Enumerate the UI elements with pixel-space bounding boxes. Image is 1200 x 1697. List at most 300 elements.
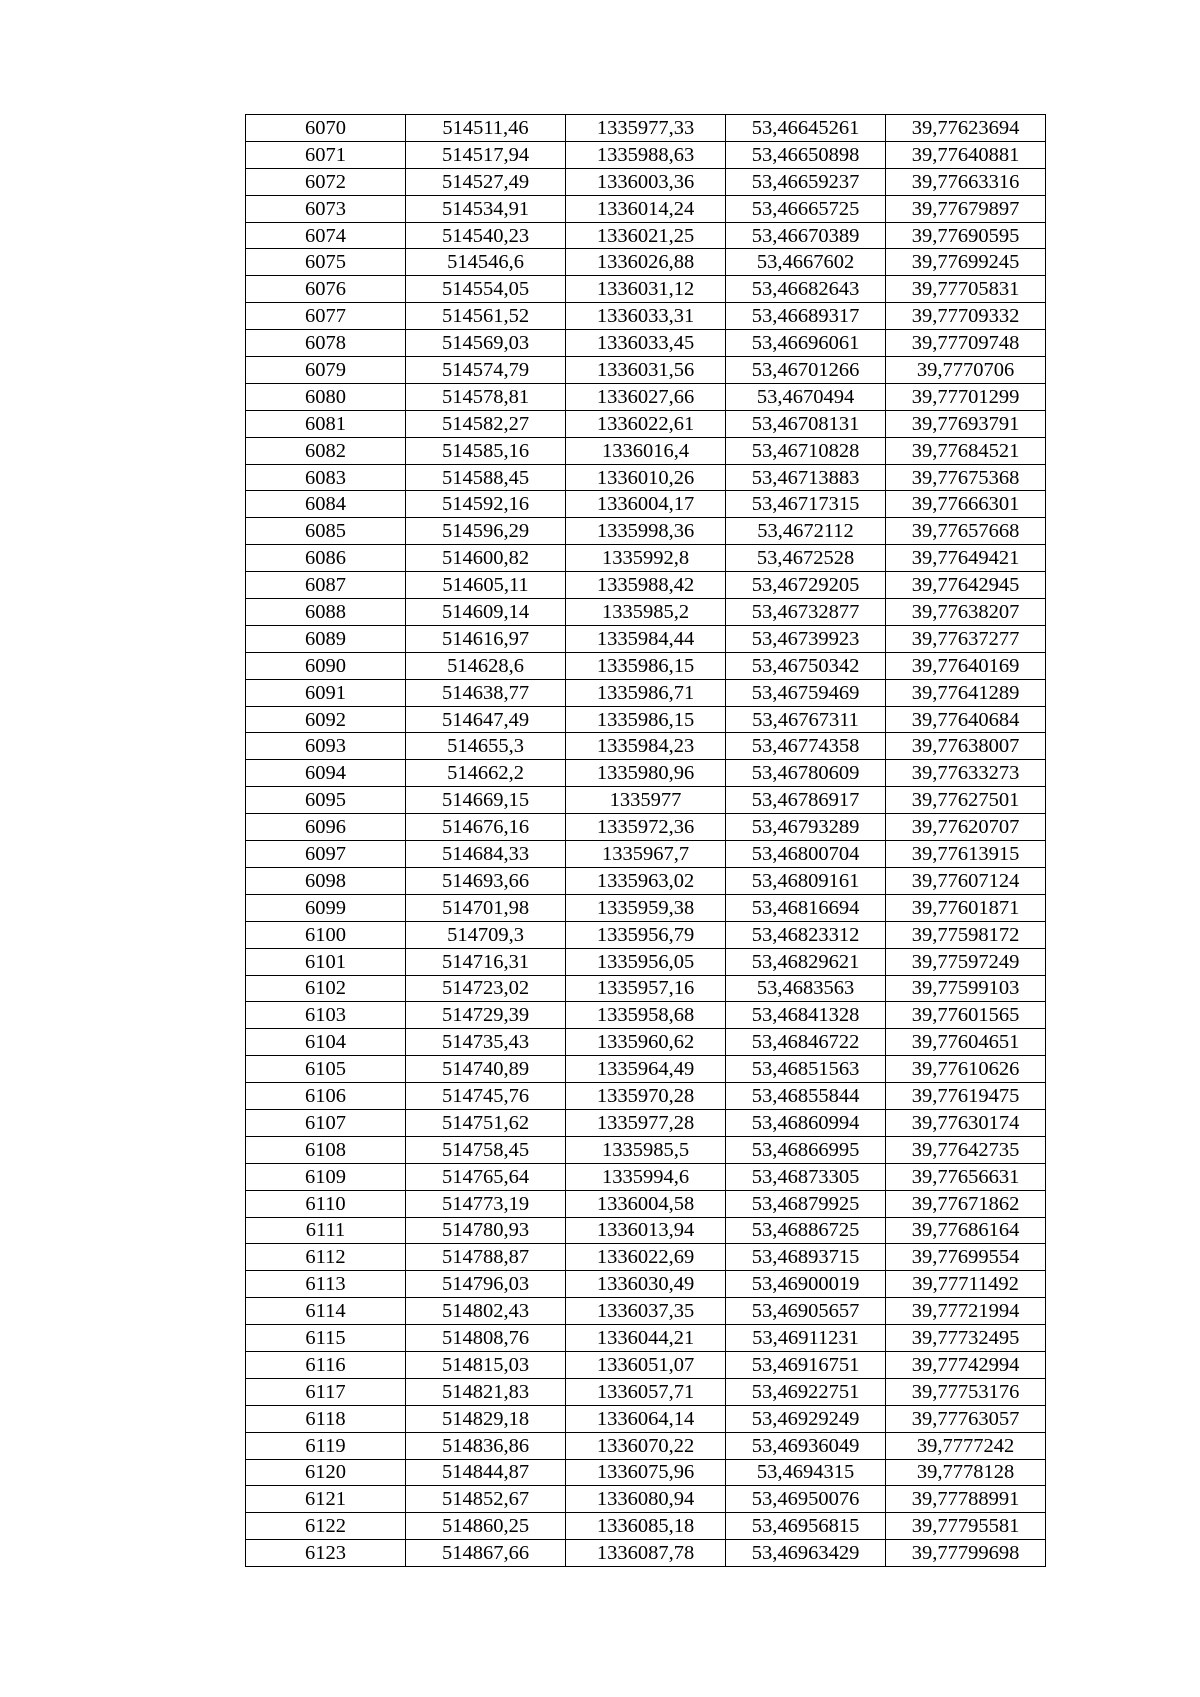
y-coordinate-cell: 1335998,36: [566, 518, 726, 545]
table-row: [246, 894, 1046, 921]
point-number-cell: 6088: [246, 599, 406, 626]
y-coordinate-cell: 1336033,45: [566, 330, 726, 357]
y-coordinate-cell: 1336003,36: [566, 168, 726, 195]
table-row: [246, 948, 1046, 975]
latitude-cell: 53,46846722: [726, 1029, 886, 1056]
x-coordinate-cell: 514723,02: [406, 975, 566, 1002]
table-row: [246, 867, 1046, 894]
point-number-cell: 6107: [246, 1109, 406, 1136]
longitude-cell: 39,77630174: [886, 1109, 1046, 1136]
point-number-cell: 6108: [246, 1136, 406, 1163]
table-row: [246, 599, 1046, 626]
x-coordinate-cell: 514729,39: [406, 1002, 566, 1029]
latitude-cell: 53,4670494: [726, 383, 886, 410]
table-row: [246, 195, 1046, 222]
x-coordinate-cell: 514578,81: [406, 383, 566, 410]
x-coordinate-cell: 514588,45: [406, 464, 566, 491]
point-number-cell: 6071: [246, 141, 406, 168]
longitude-cell: 39,77693791: [886, 410, 1046, 437]
table-row: [246, 222, 1046, 249]
table-row: [246, 1029, 1046, 1056]
longitude-cell: 39,77601565: [886, 1002, 1046, 1029]
longitude-cell: 39,77701299: [886, 383, 1046, 410]
longitude-cell: 39,7778128: [886, 1459, 1046, 1486]
y-coordinate-cell: 1336087,78: [566, 1540, 726, 1567]
point-number-cell: 6086: [246, 545, 406, 572]
x-coordinate-cell: 514655,3: [406, 733, 566, 760]
point-number-cell: 6073: [246, 195, 406, 222]
longitude-cell: 39,77599103: [886, 975, 1046, 1002]
latitude-cell: 53,46732877: [726, 599, 886, 626]
point-number-cell: 6083: [246, 464, 406, 491]
y-coordinate-cell: 1335986,71: [566, 679, 726, 706]
latitude-cell: 53,46851563: [726, 1056, 886, 1083]
table-row: [246, 276, 1046, 303]
point-number-cell: 6078: [246, 330, 406, 357]
x-coordinate-cell: 514605,11: [406, 572, 566, 599]
table-row: [246, 1002, 1046, 1029]
x-coordinate-cell: 514546,6: [406, 249, 566, 276]
y-coordinate-cell: 1335964,49: [566, 1056, 726, 1083]
table-row: [246, 518, 1046, 545]
y-coordinate-cell: 1335963,02: [566, 867, 726, 894]
table-row: [246, 1351, 1046, 1378]
y-coordinate-cell: 1335986,15: [566, 652, 726, 679]
table-row: [246, 1540, 1046, 1567]
latitude-cell: 53,46717315: [726, 491, 886, 518]
longitude-cell: 39,77604651: [886, 1029, 1046, 1056]
longitude-cell: 39,77686164: [886, 1217, 1046, 1244]
x-coordinate-cell: 514596,29: [406, 518, 566, 545]
table-row: [246, 679, 1046, 706]
latitude-cell: 53,46916751: [726, 1351, 886, 1378]
latitude-cell: 53,4667602: [726, 249, 886, 276]
table-row: [246, 1405, 1046, 1432]
latitude-cell: 53,46710828: [726, 437, 886, 464]
point-number-cell: 6091: [246, 679, 406, 706]
point-number-cell: 6121: [246, 1486, 406, 1513]
table-row: [246, 572, 1046, 599]
table-row: [246, 706, 1046, 733]
x-coordinate-cell: 514534,91: [406, 195, 566, 222]
latitude-cell: 53,46936049: [726, 1432, 886, 1459]
table-row: [246, 1244, 1046, 1271]
longitude-cell: 39,77640169: [886, 652, 1046, 679]
table-row: [246, 115, 1046, 142]
latitude-cell: 53,46701266: [726, 357, 886, 384]
latitude-cell: 53,46800704: [726, 841, 886, 868]
point-number-cell: 6075: [246, 249, 406, 276]
x-coordinate-cell: 514569,03: [406, 330, 566, 357]
latitude-cell: 53,46708131: [726, 410, 886, 437]
longitude-cell: 39,77601871: [886, 894, 1046, 921]
y-coordinate-cell: 1335986,15: [566, 706, 726, 733]
x-coordinate-cell: 514600,82: [406, 545, 566, 572]
x-coordinate-cell: 514802,43: [406, 1298, 566, 1325]
y-coordinate-cell: 1336013,94: [566, 1217, 726, 1244]
longitude-cell: 39,77657668: [886, 518, 1046, 545]
point-number-cell: 6079: [246, 357, 406, 384]
y-coordinate-cell: 1335967,7: [566, 841, 726, 868]
x-coordinate-cell: 514511,46: [406, 115, 566, 142]
table-row: [246, 1190, 1046, 1217]
point-number-cell: 6119: [246, 1432, 406, 1459]
y-coordinate-cell: 1336057,71: [566, 1378, 726, 1405]
table-row: [246, 733, 1046, 760]
y-coordinate-cell: 1335972,36: [566, 814, 726, 841]
latitude-cell: 53,46786917: [726, 787, 886, 814]
x-coordinate-cell: 514585,16: [406, 437, 566, 464]
y-coordinate-cell: 1336021,25: [566, 222, 726, 249]
latitude-cell: 53,46670389: [726, 222, 886, 249]
x-coordinate-cell: 514669,15: [406, 787, 566, 814]
table-row: [246, 760, 1046, 787]
latitude-cell: 53,46689317: [726, 303, 886, 330]
point-number-cell: 6070: [246, 115, 406, 142]
table-row: [246, 841, 1046, 868]
table-row: [246, 625, 1046, 652]
x-coordinate-cell: 514592,16: [406, 491, 566, 518]
latitude-cell: 53,46829621: [726, 948, 886, 975]
y-coordinate-cell: 1336027,66: [566, 383, 726, 410]
point-number-cell: 6076: [246, 276, 406, 303]
y-coordinate-cell: 1335959,38: [566, 894, 726, 921]
latitude-cell: 53,46893715: [726, 1244, 886, 1271]
x-coordinate-cell: 514540,23: [406, 222, 566, 249]
latitude-cell: 53,46816694: [726, 894, 886, 921]
latitude-cell: 53,46774358: [726, 733, 886, 760]
x-coordinate-cell: 514647,49: [406, 706, 566, 733]
x-coordinate-cell: 514735,43: [406, 1029, 566, 1056]
longitude-cell: 39,77663316: [886, 168, 1046, 195]
x-coordinate-cell: 514582,27: [406, 410, 566, 437]
longitude-cell: 39,77610626: [886, 1056, 1046, 1083]
point-number-cell: 6092: [246, 706, 406, 733]
longitude-cell: 39,77699554: [886, 1244, 1046, 1271]
latitude-cell: 53,46956815: [726, 1513, 886, 1540]
latitude-cell: 53,46659237: [726, 168, 886, 195]
longitude-cell: 39,77699245: [886, 249, 1046, 276]
y-coordinate-cell: 1336080,94: [566, 1486, 726, 1513]
table-row: [246, 491, 1046, 518]
latitude-cell: 53,46780609: [726, 760, 886, 787]
y-coordinate-cell: 1336004,17: [566, 491, 726, 518]
point-number-cell: 6116: [246, 1351, 406, 1378]
x-coordinate-cell: 514701,98: [406, 894, 566, 921]
latitude-cell: 53,46841328: [726, 1002, 886, 1029]
y-coordinate-cell: 1336016,4: [566, 437, 726, 464]
x-coordinate-cell: 514844,87: [406, 1459, 566, 1486]
x-coordinate-cell: 514616,97: [406, 625, 566, 652]
y-coordinate-cell: 1336070,22: [566, 1432, 726, 1459]
x-coordinate-cell: 514829,18: [406, 1405, 566, 1432]
longitude-cell: 39,77721994: [886, 1298, 1046, 1325]
latitude-cell: 53,4694315: [726, 1459, 886, 1486]
y-coordinate-cell: 1335985,2: [566, 599, 726, 626]
table-row: [246, 787, 1046, 814]
point-number-cell: 6089: [246, 625, 406, 652]
y-coordinate-cell: 1335960,62: [566, 1029, 726, 1056]
table-row: [246, 652, 1046, 679]
longitude-cell: 39,77671862: [886, 1190, 1046, 1217]
point-number-cell: 6118: [246, 1405, 406, 1432]
table-row: [246, 464, 1046, 491]
latitude-cell: 53,4672528: [726, 545, 886, 572]
latitude-cell: 53,46645261: [726, 115, 886, 142]
table-row: [246, 1136, 1046, 1163]
point-number-cell: 6104: [246, 1029, 406, 1056]
table-row: [246, 141, 1046, 168]
x-coordinate-cell: 514676,16: [406, 814, 566, 841]
longitude-cell: 39,77641289: [886, 679, 1046, 706]
table-row: [246, 1163, 1046, 1190]
longitude-cell: 39,77788991: [886, 1486, 1046, 1513]
longitude-cell: 39,77619475: [886, 1083, 1046, 1110]
y-coordinate-cell: 1336030,49: [566, 1271, 726, 1298]
longitude-cell: 39,77763057: [886, 1405, 1046, 1432]
longitude-cell: 39,77637277: [886, 625, 1046, 652]
longitude-cell: 39,7770706: [886, 357, 1046, 384]
point-number-cell: 6098: [246, 867, 406, 894]
point-number-cell: 6114: [246, 1298, 406, 1325]
table-row: [246, 249, 1046, 276]
point-number-cell: 6096: [246, 814, 406, 841]
latitude-cell: 53,46905657: [726, 1298, 886, 1325]
y-coordinate-cell: 1335977,28: [566, 1109, 726, 1136]
longitude-cell: 39,77753176: [886, 1378, 1046, 1405]
point-number-cell: 6090: [246, 652, 406, 679]
table-row: [246, 1109, 1046, 1136]
x-coordinate-cell: 514815,03: [406, 1351, 566, 1378]
point-number-cell: 6087: [246, 572, 406, 599]
latitude-cell: 53,46900019: [726, 1271, 886, 1298]
y-coordinate-cell: 1336004,58: [566, 1190, 726, 1217]
longitude-cell: 39,77684521: [886, 437, 1046, 464]
longitude-cell: 39,77613915: [886, 841, 1046, 868]
table-row: [246, 1513, 1046, 1540]
point-number-cell: 6106: [246, 1083, 406, 1110]
x-coordinate-cell: 514638,77: [406, 679, 566, 706]
y-coordinate-cell: 1336037,35: [566, 1298, 726, 1325]
longitude-cell: 39,77620707: [886, 814, 1046, 841]
table-row: [246, 1459, 1046, 1486]
y-coordinate-cell: 1336014,24: [566, 195, 726, 222]
x-coordinate-cell: 514751,62: [406, 1109, 566, 1136]
latitude-cell: 53,4672112: [726, 518, 886, 545]
latitude-cell: 53,46713883: [726, 464, 886, 491]
longitude-cell: 39,77705831: [886, 276, 1046, 303]
x-coordinate-cell: 514780,93: [406, 1217, 566, 1244]
latitude-cell: 53,46855844: [726, 1083, 886, 1110]
y-coordinate-cell: 1335994,6: [566, 1163, 726, 1190]
x-coordinate-cell: 514693,66: [406, 867, 566, 894]
y-coordinate-cell: 1336010,26: [566, 464, 726, 491]
longitude-cell: 39,77679897: [886, 195, 1046, 222]
point-number-cell: 6105: [246, 1056, 406, 1083]
x-coordinate-cell: 514796,03: [406, 1271, 566, 1298]
y-coordinate-cell: 1336075,96: [566, 1459, 726, 1486]
y-coordinate-cell: 1336022,61: [566, 410, 726, 437]
longitude-cell: 39,77711492: [886, 1271, 1046, 1298]
x-coordinate-cell: 514561,52: [406, 303, 566, 330]
y-coordinate-cell: 1335984,44: [566, 625, 726, 652]
x-coordinate-cell: 514836,86: [406, 1432, 566, 1459]
longitude-cell: 39,77598172: [886, 921, 1046, 948]
longitude-cell: 39,77638207: [886, 599, 1046, 626]
table-row: [246, 975, 1046, 1002]
latitude-cell: 53,46866995: [726, 1136, 886, 1163]
y-coordinate-cell: 1336085,18: [566, 1513, 726, 1540]
latitude-cell: 53,46767311: [726, 706, 886, 733]
y-coordinate-cell: 1335992,8: [566, 545, 726, 572]
table-row: [246, 410, 1046, 437]
latitude-cell: 53,46823312: [726, 921, 886, 948]
table-row: [246, 814, 1046, 841]
y-coordinate-cell: 1335977,33: [566, 115, 726, 142]
latitude-cell: 53,4683563: [726, 975, 886, 1002]
y-coordinate-cell: 1335984,23: [566, 733, 726, 760]
longitude-cell: 39,77690595: [886, 222, 1046, 249]
table-row: [246, 1325, 1046, 1352]
x-coordinate-cell: 514662,2: [406, 760, 566, 787]
longitude-cell: 39,77675368: [886, 464, 1046, 491]
x-coordinate-cell: 514740,89: [406, 1056, 566, 1083]
y-coordinate-cell: 1335985,5: [566, 1136, 726, 1163]
longitude-cell: 39,77607124: [886, 867, 1046, 894]
latitude-cell: 53,46911231: [726, 1325, 886, 1352]
y-coordinate-cell: 1335956,79: [566, 921, 726, 948]
latitude-cell: 53,46809161: [726, 867, 886, 894]
latitude-cell: 53,46665725: [726, 195, 886, 222]
longitude-cell: 39,77623694: [886, 115, 1046, 142]
x-coordinate-cell: 514684,33: [406, 841, 566, 868]
point-number-cell: 6085: [246, 518, 406, 545]
point-number-cell: 6095: [246, 787, 406, 814]
latitude-cell: 53,46860994: [726, 1109, 886, 1136]
y-coordinate-cell: 1335980,96: [566, 760, 726, 787]
y-coordinate-cell: 1335956,05: [566, 948, 726, 975]
point-number-cell: 6109: [246, 1163, 406, 1190]
table-row: [246, 383, 1046, 410]
x-coordinate-cell: 514788,87: [406, 1244, 566, 1271]
table-row: [246, 545, 1046, 572]
x-coordinate-cell: 514773,19: [406, 1190, 566, 1217]
table-row: [246, 303, 1046, 330]
longitude-cell: 39,77640684: [886, 706, 1046, 733]
longitude-cell: 39,77642945: [886, 572, 1046, 599]
longitude-cell: 39,77627501: [886, 787, 1046, 814]
x-coordinate-cell: 514860,25: [406, 1513, 566, 1540]
point-number-cell: 6120: [246, 1459, 406, 1486]
longitude-cell: 39,7777242: [886, 1432, 1046, 1459]
x-coordinate-cell: 514765,64: [406, 1163, 566, 1190]
y-coordinate-cell: 1336031,56: [566, 357, 726, 384]
latitude-cell: 53,46886725: [726, 1217, 886, 1244]
longitude-cell: 39,77732495: [886, 1325, 1046, 1352]
table-row: [246, 1378, 1046, 1405]
latitude-cell: 53,46696061: [726, 330, 886, 357]
latitude-cell: 53,46879925: [726, 1190, 886, 1217]
point-number-cell: 6110: [246, 1190, 406, 1217]
table-row: [246, 921, 1046, 948]
table-row: [246, 1217, 1046, 1244]
longitude-cell: 39,77709332: [886, 303, 1046, 330]
x-coordinate-cell: 514808,76: [406, 1325, 566, 1352]
point-number-cell: 6094: [246, 760, 406, 787]
point-number-cell: 6074: [246, 222, 406, 249]
latitude-cell: 53,46729205: [726, 572, 886, 599]
point-number-cell: 6113: [246, 1271, 406, 1298]
y-coordinate-cell: 1335977: [566, 787, 726, 814]
table-row: [246, 1486, 1046, 1513]
point-number-cell: 6099: [246, 894, 406, 921]
table-row: [246, 357, 1046, 384]
table-row: [246, 437, 1046, 464]
x-coordinate-cell: 514554,05: [406, 276, 566, 303]
x-coordinate-cell: 514852,67: [406, 1486, 566, 1513]
point-number-cell: 6100: [246, 921, 406, 948]
x-coordinate-cell: 514745,76: [406, 1083, 566, 1110]
table-row: [246, 1056, 1046, 1083]
latitude-cell: 53,46922751: [726, 1378, 886, 1405]
coordinates-table: [245, 114, 1046, 1567]
longitude-cell: 39,77656631: [886, 1163, 1046, 1190]
longitude-cell: 39,77649421: [886, 545, 1046, 572]
x-coordinate-cell: 514709,3: [406, 921, 566, 948]
y-coordinate-cell: 1336026,88: [566, 249, 726, 276]
latitude-cell: 53,46750342: [726, 652, 886, 679]
longitude-cell: 39,77795581: [886, 1513, 1046, 1540]
x-coordinate-cell: 514527,49: [406, 168, 566, 195]
x-coordinate-cell: 514628,6: [406, 652, 566, 679]
point-number-cell: 6112: [246, 1244, 406, 1271]
latitude-cell: 53,46650898: [726, 141, 886, 168]
longitude-cell: 39,77633273: [886, 760, 1046, 787]
x-coordinate-cell: 514867,66: [406, 1540, 566, 1567]
point-number-cell: 6102: [246, 975, 406, 1002]
latitude-cell: 53,46950076: [726, 1486, 886, 1513]
longitude-cell: 39,77597249: [886, 948, 1046, 975]
point-number-cell: 6082: [246, 437, 406, 464]
longitude-cell: 39,77709748: [886, 330, 1046, 357]
x-coordinate-cell: 514574,79: [406, 357, 566, 384]
longitude-cell: 39,77642735: [886, 1136, 1046, 1163]
y-coordinate-cell: 1335958,68: [566, 1002, 726, 1029]
y-coordinate-cell: 1335957,16: [566, 975, 726, 1002]
table-row: [246, 168, 1046, 195]
y-coordinate-cell: 1336064,14: [566, 1405, 726, 1432]
latitude-cell: 53,46793289: [726, 814, 886, 841]
table-row: [246, 1083, 1046, 1110]
longitude-cell: 39,77640881: [886, 141, 1046, 168]
latitude-cell: 53,46963429: [726, 1540, 886, 1567]
table-row: [246, 1298, 1046, 1325]
point-number-cell: 6077: [246, 303, 406, 330]
point-number-cell: 6084: [246, 491, 406, 518]
point-number-cell: 6111: [246, 1217, 406, 1244]
y-coordinate-cell: 1336033,31: [566, 303, 726, 330]
latitude-cell: 53,46759469: [726, 679, 886, 706]
point-number-cell: 6080: [246, 383, 406, 410]
point-number-cell: 6122: [246, 1513, 406, 1540]
longitude-cell: 39,77742994: [886, 1351, 1046, 1378]
y-coordinate-cell: 1336022,69: [566, 1244, 726, 1271]
latitude-cell: 53,46682643: [726, 276, 886, 303]
y-coordinate-cell: 1335988,42: [566, 572, 726, 599]
coordinates-table-body: [246, 115, 1046, 1567]
table-row: [246, 1271, 1046, 1298]
y-coordinate-cell: 1335970,28: [566, 1083, 726, 1110]
